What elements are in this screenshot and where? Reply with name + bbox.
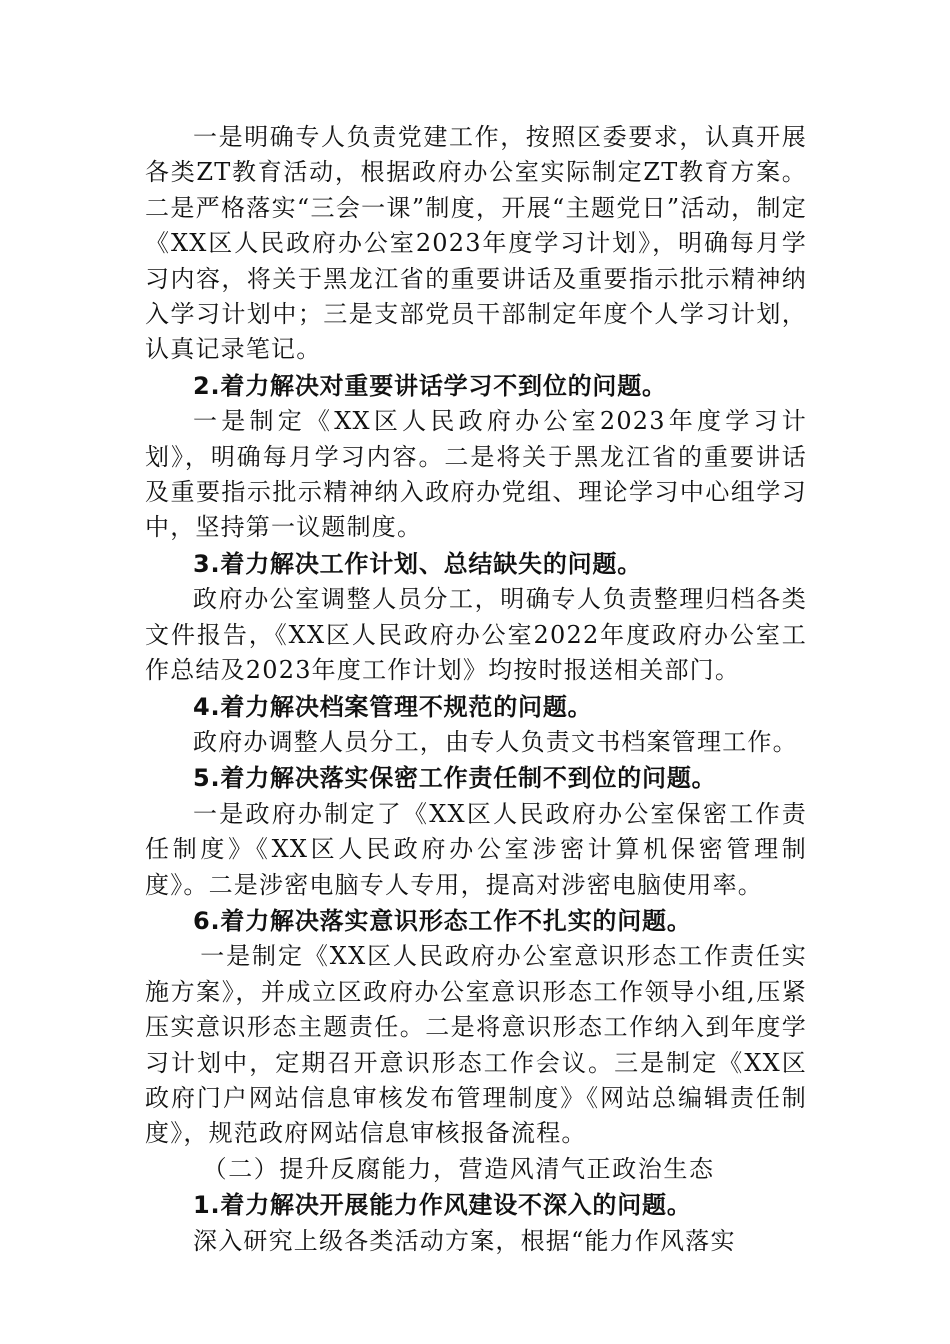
heading-item-4: 4.着力解决档案管理不规范的问题。 — [193, 692, 593, 721]
heading-subsection-2-item-1: 1.着力解决开展能力作风建设不深入的问题。 — [193, 1191, 692, 1220]
paragraph-confidentiality: 一是政府办制定了《XX区人民政府办公室保密工作责任制度》《XX区人民政府办公室涉密计算机保密管理制度》。二是涉密电脑专人专用，提高对涉密电脑使用率。 — [145, 799, 807, 899]
paragraph-study-plan: 一是制定《XX区人民政府办公室2023年度学习计划》，明确每月学习内容。二是将关于黑龙江省的重要讲话及重要指示批示精神纳入政府办党组、理论学习中心组学习中，坚持第一议题制度。 — [145, 407, 807, 542]
paragraph-activity-plan: 深入研究上级各类活动方案，根据“能力作风落实 — [193, 1226, 736, 1255]
subsection-heading-2: （二）提升反腐能力，营造风清气正政治生态 — [202, 1154, 715, 1183]
document-body — [145, 120, 807, 1259]
paragraph-archive-management: 政府办调整人员分工，由专人负责文书档案管理工作。 — [193, 727, 798, 756]
heading-item-6: 6.着力解决落实意识形态工作不扎实的问题。 — [193, 906, 692, 935]
paragraph-ideology-work: 一是制定《XX区人民政府办公室意识形态工作责任实施方案》，并成立区政府办公室意识形态工作领导小组,压紧压实意识形态主题责任。二是将意识形态工作纳入到年度学习计划中，定期召开意识形态工作会议。三是制定《XX区政府门户网站信息审核发布管理制度》《网站总编辑责任制度》，规范政府网站信息审核报备流程。 — [145, 942, 807, 1148]
heading-item-5: 5.着力解决落实保密工作责任制不到位的问题。 — [193, 764, 717, 793]
paragraph-party-building-measures: 一是明确专人负责党建工作，按照区委要求，认真开展各类ZT教育活动，根据政府办公室实际制定ZT教育方案。二是严格落实“三会一课”制度，开展“主题党日”活动，制定《XX区人民政府办公室2023年度学习计划》，明确每月学习内容，将关于黑龙江省的重要讲话及重要指示批示精神纳入学习计划中；三是支部党员干部制定年度个人学习计划，认真记录笔记。 — [145, 123, 807, 364]
paragraph-work-plan: 政府办公室调整人员分工，明确专人负责整理归档各类文件报告，《XX区人民政府办公室2022年度政府办公室工作总结及2023年度工作计划》均按时报送相关部门。 — [145, 585, 807, 685]
heading-item-3: 3.着力解决工作计划、总结缺失的问题。 — [193, 549, 643, 578]
heading-item-2: 2.着力解决对重要讲话学习不到位的问题。 — [193, 371, 667, 400]
